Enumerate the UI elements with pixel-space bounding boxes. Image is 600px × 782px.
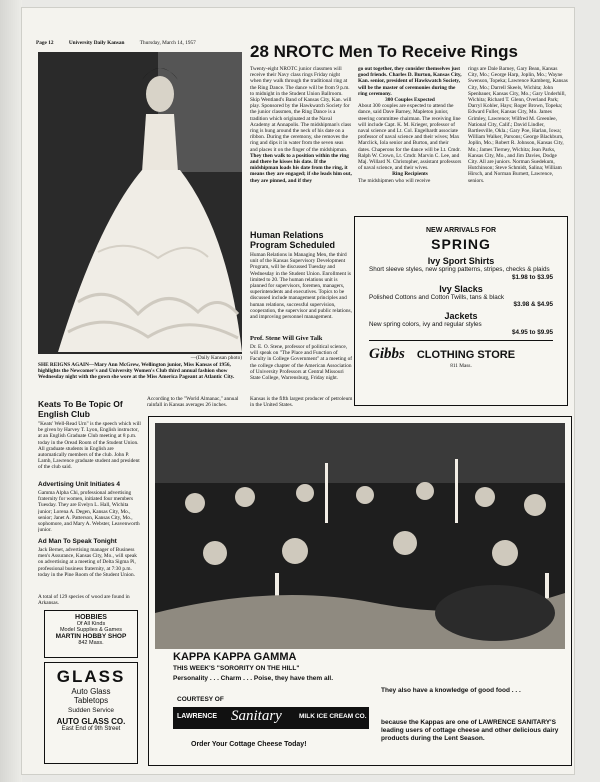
gibbs-top: NEW ARRIVALS FOR xyxy=(426,227,496,234)
binding-spine xyxy=(0,0,22,782)
sorority-name: KAPPA KAPPA GAMMA xyxy=(173,651,297,663)
masthead xyxy=(36,40,256,46)
gibbs-spring: SPRING xyxy=(431,236,491,252)
stene-body: Dr. E. O. Stene, professor of political science, will speak on "The Place and Function of Faculty in College Government" at a meeting of the college chapter of the American Association of University Professors at Central Missouri State College, Warrensburg, Friday night. xyxy=(250,344,353,382)
keats-body: "Keats' Well-Read Urn" is the speech which will be given by Harvey T. Lyon, English instructor, at an English Graduate Club meeting at 8 p.m. today in the Oread Room of the Student Union. All graduate students in English are automatically members of the club. John P. Lamb, Lawrence graduate student and president of the club said. xyxy=(38,421,141,471)
kappa-group-photo xyxy=(155,423,565,649)
photo-caption: SHE REIGNS AGAIN—Mary Ann McGrew, Wellington junior, Miss Kansas of 1956, highlights the Newcomer's and University Women's Club third annual fashion show Wednesday night with the gown she wore at the Miss America Pageant at Atlantic City. xyxy=(38,362,235,381)
page-number: Page 12 xyxy=(36,40,54,46)
logo-right: MILK ICE CREAM CO. xyxy=(299,713,367,720)
gibbs-item3: Jackets xyxy=(444,311,478,321)
courtesy-label: COURTESY OF xyxy=(177,696,224,703)
hobbies-l5: 842 Mass. xyxy=(78,640,104,646)
gibbs-store: CLOTHING STORE xyxy=(416,348,516,361)
sanitary-logo xyxy=(173,707,369,729)
adman-headline: Ad Man To Speak Tonight xyxy=(38,538,117,545)
hobbies-l2: Of All Kinds xyxy=(76,621,106,627)
glass-title: GLASS xyxy=(56,667,126,686)
issue-date: Thursday, March 14, 1957 xyxy=(139,40,196,46)
sanitary-right2: because the Kappas are one of LAWRENCE SANITARY'S leading users of cottage cheese and other delicious dairy products during the Lent Season. xyxy=(381,719,559,742)
rings-col2-lead: go out together, they consider themselves just good friends. Charles D. Burton, Kansas City, Kan. senior, president of Hawkwatch Society, will be the master of ceremonies during the ring ceremony. xyxy=(358,66,462,97)
miss-kansas-photo xyxy=(38,52,242,354)
glass-l1: Auto Glass xyxy=(71,687,111,696)
glass-l2: Tabletops xyxy=(73,696,109,705)
sanitary-right1: They also have a knowledge of good food . . . xyxy=(381,687,521,694)
petroleum-filler: Kansas is the fifth largest producer of petroleum in the United States. xyxy=(250,396,353,409)
advertising-body: Gamma Alpha Chi, professional advertising fraternity for women, initiated four members Tuesday. They are Evelyn L. Hall, Wichita junior; Lorena A. Degen, Kansas City, Mo., senior; Janet A. Patterson, Kansas City, Mo., sophomore, and Mary A. Webster, Leavenworth junior. xyxy=(38,490,140,534)
human-relations-headline: Human Relations Program Scheduled xyxy=(250,230,336,250)
advertising-headline: Advertising Unit Initiates 4 xyxy=(38,481,120,488)
logo-left: LAWRENCE xyxy=(177,713,218,720)
human-relations-body: Human Relations in Managing Men, the third unit of the Kansas Supervisory Development Program, will be discussed Tuesday and Wednesday in the Student Union. Enrollment is limited to 20. The human relations unit is planned for supervisors, foremen, managers, superintendents and executives. Topics to be discussed include management principles and human relations, successful supervision, cooperation, the supervisor and public relations, and improving personnel management. xyxy=(250,252,352,321)
sanitary-ad xyxy=(148,416,572,766)
adman-body: Jack Bernet, advertising manager of Business men's Assurance, Kansas City, Mo., will speak on advertising at a meeting of Delta Sigma Pi, professional business fraternity, at 7:30 p.m. today in the Pine Room of the Student Union. xyxy=(38,547,137,578)
sorority-sub: THIS WEEK'S "SORORITY ON THE HILL" xyxy=(173,665,300,672)
gibbs-item3-price: $4.95 to $9.95 xyxy=(512,328,553,336)
gibbs-logo: Gibbs xyxy=(369,345,405,362)
photo-credit: —(Daily Kansan photo) xyxy=(190,355,242,361)
hobbies-ad xyxy=(44,610,138,658)
newspaper-page xyxy=(22,8,574,774)
rings-sub-recipients: Ring Recipients xyxy=(392,171,428,178)
logo-mid: Sanitary xyxy=(231,708,282,724)
order-line: Order Your Cottage Cheese Today! xyxy=(191,741,307,748)
sorority-tagline: Personality . . . Charm . . . Poise, they have them all. xyxy=(173,675,334,682)
gibbs-item2-desc: Polished Cottons and Cotton Twills, tans & black xyxy=(369,293,504,301)
gibbs-item3-desc: New spring colors, ivy and regular styles xyxy=(369,321,482,328)
glass-l3: Sudden Service xyxy=(68,707,114,714)
rings-col1-text: Twenty-eight NROTC junior classmen will receive their Navy class rings Friday night when they walk through the traditional ring at the Ring Dance. The dance will be from 9 p.m. to midnight in the Student Union Ballroom. Skip Wentland's Band of Kansas City, Kan. will play. Sponsored by the Hawkwatch Society for the junior classmen, the Ring Dance is a tradition which originated at the Naval Academy at Annapolis. The midshipman's class ring is hung around the neck of his date on a ribbon. During the ceremony, she removes the ring and dips it in water from the seven seas and places it on the finger of the midshipman. xyxy=(250,66,352,153)
rings-col2-end: The midshipmen who will receive xyxy=(358,177,431,184)
gibbs-address: 811 Mass. xyxy=(450,362,472,369)
glass-ad xyxy=(44,662,138,764)
gibbs-item1: Ivy Sport Shirts xyxy=(427,256,495,266)
rainfall-filler: According to the "World Almanac," annual rainfall in Kansas averages 26 inches. xyxy=(147,396,239,409)
dinner-scene-illustration xyxy=(155,423,565,649)
gown-illustration xyxy=(38,52,242,354)
rings-col1-bold: They then walk to a position within the ring and there he kisses his date. If the midshipman loads his date from the ring, it means they are engaged; if she leads him out, they are pinned, and if they xyxy=(250,152,352,184)
gibbs-footer xyxy=(369,340,553,363)
gibbs-ad xyxy=(354,216,568,406)
rings-col2-body: About 300 couples are expected to attend the dance, said Dave Barney, Mapleton junior, steering committee chairman. The receiving line will include Capt. K. M. Krieger, professor of naval science and Lt. Col. Engelhardt associate professor of naval science and their wives; Max Marclick, Iola senior and Burton, and their dates. Chaperons for the dance will be Lt. Cmdr. Ralph W. Crown, Lt. Cmdr. Marvin C. Lee, and Maj. Willard N. Christopher, assistant professors of naval science, and their wives. xyxy=(358,103,462,172)
gibbs-item2-price: $3.98 & $4.95 xyxy=(513,301,553,308)
hobbies-l4: MARTIN HOBBY SHOP xyxy=(55,633,127,640)
glass-name: AUTO GLASS CO. xyxy=(56,717,126,726)
rings-col3: rings are Dale Barney, Gary Bean, Kansas City, Mo.; George Harp, Joplin, Mo.; Wayne Swenson, Topeka; Lawrence Kamberg, Kansas City, Mo.; Darrell Skeels, Wichita; John Spenbauer, Kansas City, Mo.; Gary Underhill, Wichita; Richard T. Glenn, Overland Park; Darryl Kohler, Hays; Roger Brown, Topeka; Edward Fuller, Kansas City, Mo. James Grimley, Lawrence; Wilfred M. Greenlee, National City, Calif.; David Lindler, Bartlesville, Okla.; Gary Poe, Harlan, Iowa; William Walker, Parsons; George Blackburn, Joplin, Mo.; Robert R. Johnson, Kansas City, Mo.; James Tierney, Wichita; Jean Parks, Kansas City, Mo., and Jim Davies, Dodge City. All are juniors. Norman Suedekum, Hutchinson; Steve Schmidt, Salina; William Hirsch, and Norman Burnett, Lawrence, seniors. xyxy=(468,66,568,184)
stene-headline: Prof. Stene Will Give Talk xyxy=(250,335,323,342)
gibbs-item1-desc: Short sleeve styles, new spring patterns, stripes, checks & plaids xyxy=(369,266,550,273)
main-headline: 28 NROTC Men To Receive Rings xyxy=(250,42,518,61)
gibbs-item2: Ivy Slacks xyxy=(439,283,483,294)
rings-col1 xyxy=(250,66,352,230)
keats-headline: Keats To Be Topic Of English Club xyxy=(38,399,123,419)
wood-filler: A total of 129 species of wood are found in Arkansas. xyxy=(38,594,130,607)
gibbs-item1-price: $1.98 to $3.95 xyxy=(512,273,553,281)
rings-col2 xyxy=(358,66,462,230)
glass-addr: East End of 9th Street xyxy=(61,726,121,732)
hobbies-l3: Model Supplies & Games xyxy=(59,627,123,633)
rings-sub-couples: 300 Couples Expected xyxy=(385,97,435,104)
hobbies-l1: HOBBIES xyxy=(75,614,107,621)
paper-name: University Daily Kansan xyxy=(68,40,125,46)
